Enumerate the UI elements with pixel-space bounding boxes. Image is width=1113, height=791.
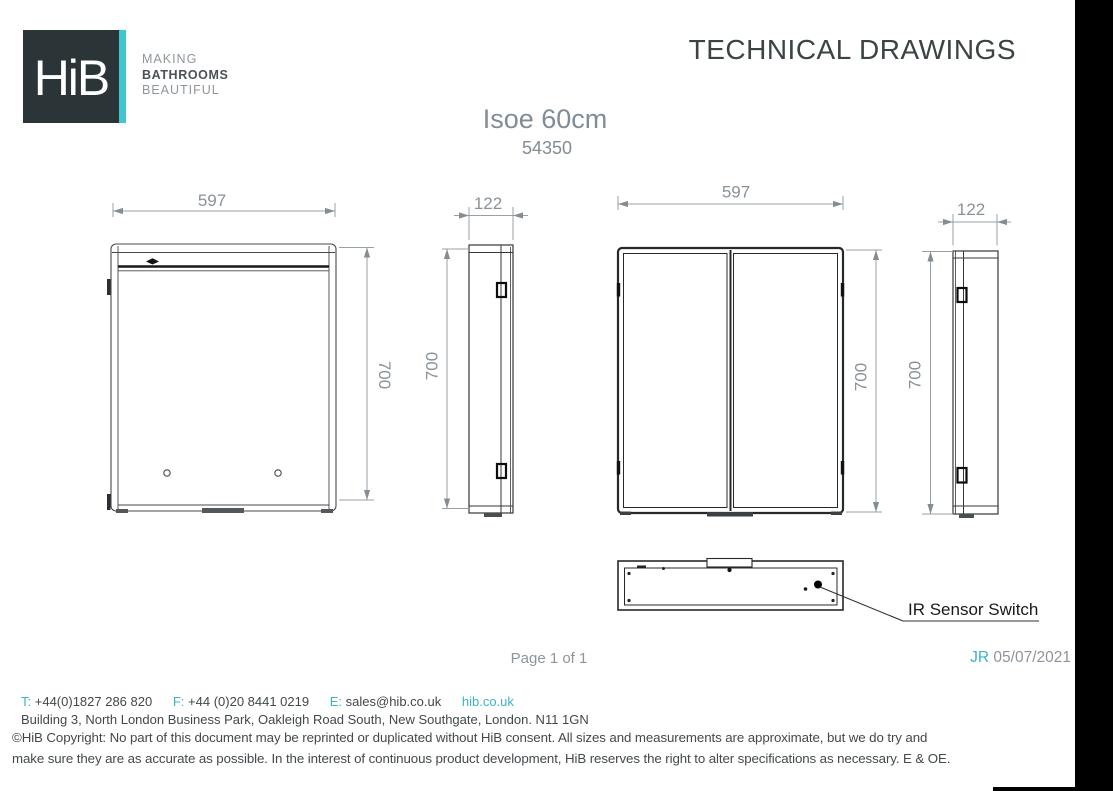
ir-sensor-label: IR Sensor Switch (908, 600, 1039, 619)
product-name: Isoe 60cm (482, 104, 608, 134)
email-address[interactable]: sales@hib.co.uk (345, 694, 442, 709)
page-indicator: Page 1 of 1 (510, 650, 588, 667)
shelf-hole-right (275, 470, 281, 476)
hib-logo-text: HiB (33, 50, 109, 106)
side-view-left-dimensions (423, 194, 529, 509)
fax-label: F: (172, 694, 185, 709)
hinge-mark-right-top (841, 283, 844, 297)
hinge-mark-left-top (617, 283, 620, 297)
front-view-closed-drawing (107, 244, 336, 513)
bottom-tab (959, 514, 974, 518)
side-view-right-dimensions (906, 200, 1012, 514)
dim-width-front-doors: 597 (721, 182, 751, 202)
bottom-view-drawing (618, 559, 843, 611)
dim-depth-side-left: 122 (473, 194, 503, 213)
hinge-mark-bottom (107, 494, 111, 510)
bottom-notch (707, 559, 752, 568)
revision-stamp (970, 649, 1071, 667)
document-title: TECHNICAL DRAWINGS (688, 34, 1016, 65)
hinge-mark-right-bottom (841, 461, 844, 475)
dim-depth-side-right: 122 (956, 200, 986, 219)
hinge-mark-top (107, 279, 111, 295)
tagline-line-1: MAKING (142, 52, 198, 66)
sensor-mark (146, 258, 159, 264)
bottom-tab (202, 508, 244, 513)
side-view-left-drawing (469, 245, 513, 517)
front-view-closed-dimensions (113, 191, 394, 500)
side-view-right-drawing (953, 251, 998, 518)
bottom-tab (707, 512, 753, 517)
phone-number: +44(0)1827 286 820 (34, 694, 153, 709)
hinge-bottom (958, 468, 967, 483)
tagline-line-3: BEAUTIFUL (142, 83, 220, 97)
dim-height-side-left: 700 (422, 351, 442, 381)
product-code: 54350 (521, 138, 573, 158)
copyright-line-2: make sure they are as accurate as possible. In the interest of continuous product development, HiB reserves the right to alter specifications as necessary. E & OE. (12, 751, 951, 766)
hinge-mark-left-bottom (617, 461, 620, 475)
dim-height-front-doors: 700 (851, 362, 871, 392)
phone-label: T: (21, 694, 32, 709)
fax-number: +44 (0)20 8441 0219 (188, 694, 310, 709)
tagline-line-2: BATHROOMS (142, 67, 229, 82)
shelf-hole-left (164, 470, 170, 476)
hinge-top (958, 288, 967, 302)
dim-height-front-closed: 700 (375, 360, 394, 390)
ir-sensor-callout (820, 587, 1039, 621)
email-label: E: (329, 694, 343, 709)
bottom-tab (484, 513, 502, 517)
scan-border-right (1075, 0, 1113, 791)
dim-height-side-right: 700 (905, 360, 925, 390)
company-address: Building 3, North London Business Park, Oakleigh Road South, New Southgate, London. N11 1GN (21, 712, 589, 727)
dim-width-front-closed: 597 (197, 191, 227, 210)
scan-border-bottom (993, 787, 1075, 791)
revision-date: 05/07/2021 (993, 649, 1071, 666)
website-link[interactable]: hib.co.uk (461, 694, 514, 709)
contact-line (21, 694, 514, 709)
revision-initials: JR (970, 649, 990, 666)
front-view-doors-drawing (617, 248, 844, 517)
copyright-line-1: ©HiB Copyright: No part of this document may be reprinted or duplicated without HiB consent. All sizes and measurements are approximate, but we do try and (12, 730, 928, 745)
